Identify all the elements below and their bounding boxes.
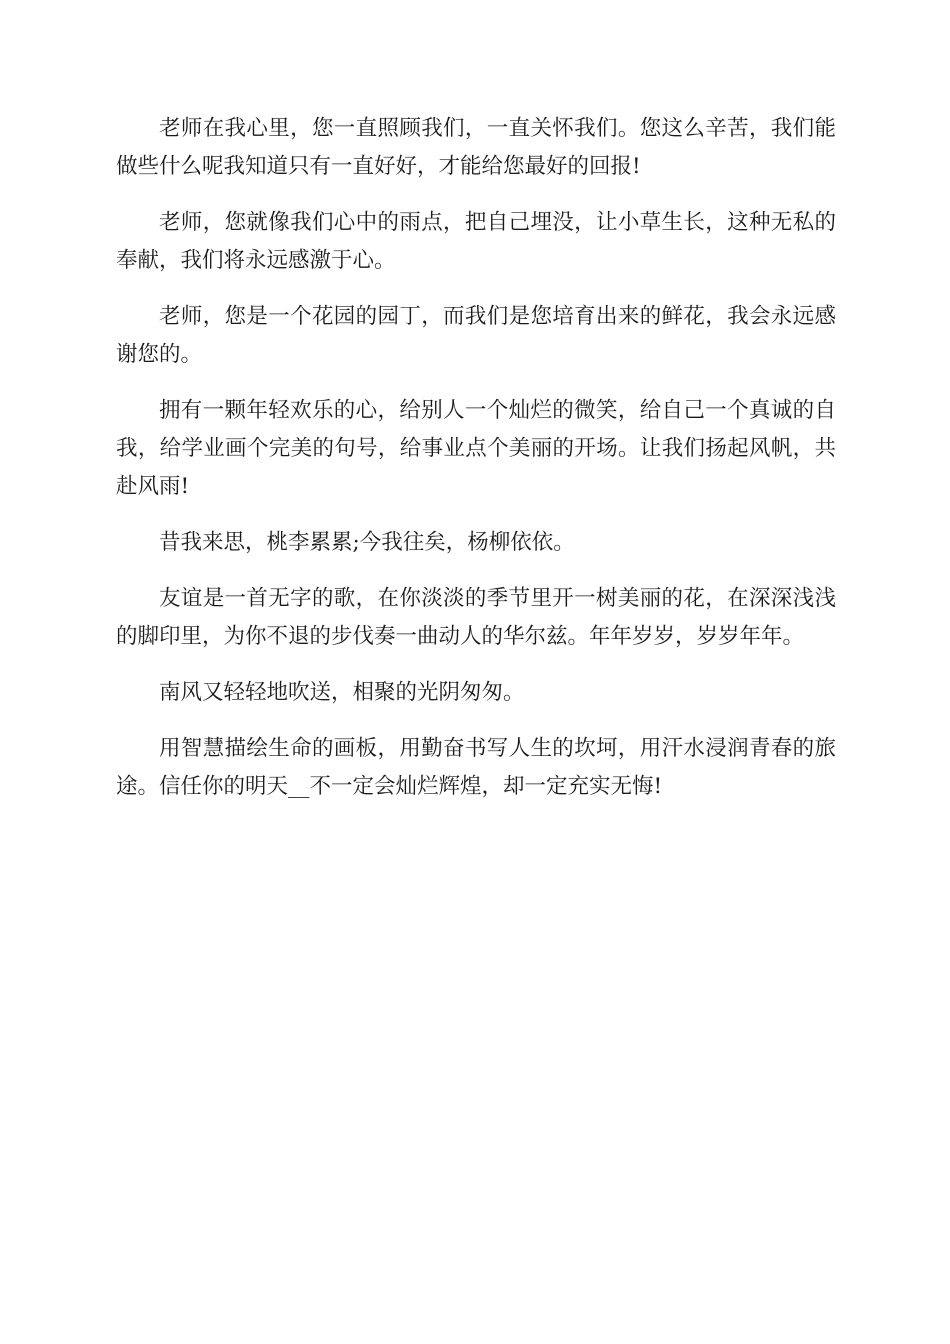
paragraph: 昔我来思，桃李累累;今我往矣，杨柳依依。 (159, 530, 575, 555)
paragraph: 老师在我心里，您一直照顾我们，一直关怀我们。您这么辛苦，我们能做些什么呢我知道只有一直好好，才能给您最好的回报! (116, 116, 836, 179)
paragraph: 南风又轻轻地吹送，相聚的光阴匆匆。 (159, 680, 525, 705)
paragraph: 友谊是一首无字的歌，在你淡淡的季节里开一树美丽的花，在深深浅浅的脚印里，为你不退的步伐奏一曲动人的华尔兹。年年岁岁，岁岁年年。 (116, 586, 836, 649)
paragraph: 拥有一颗年轻欢乐的心，给别人一个灿烂的微笑，给自己一个真诚的自我，给学业画个完美的句号，给事业点个美丽的开场。让我们扬起风帆，共赴风雨! (116, 398, 836, 499)
paragraph: 老师，您是一个花园的园丁，而我们是您培育出来的鲜花，我会永远感谢您的。 (116, 304, 836, 367)
document-page (116, 110, 836, 824)
paragraph: 用智慧描绘生命的画板，用勤奋书写人生的坎坷，用汗水浸润青春的旅途。信任你的明天__不一定会灿烂辉煌，却一定充实无悔! (116, 736, 836, 799)
paragraph: 老师，您就像我们心中的雨点，把自己埋没，让小草生长，这种无私的奉献，我们将永远感激于心。 (116, 210, 836, 273)
